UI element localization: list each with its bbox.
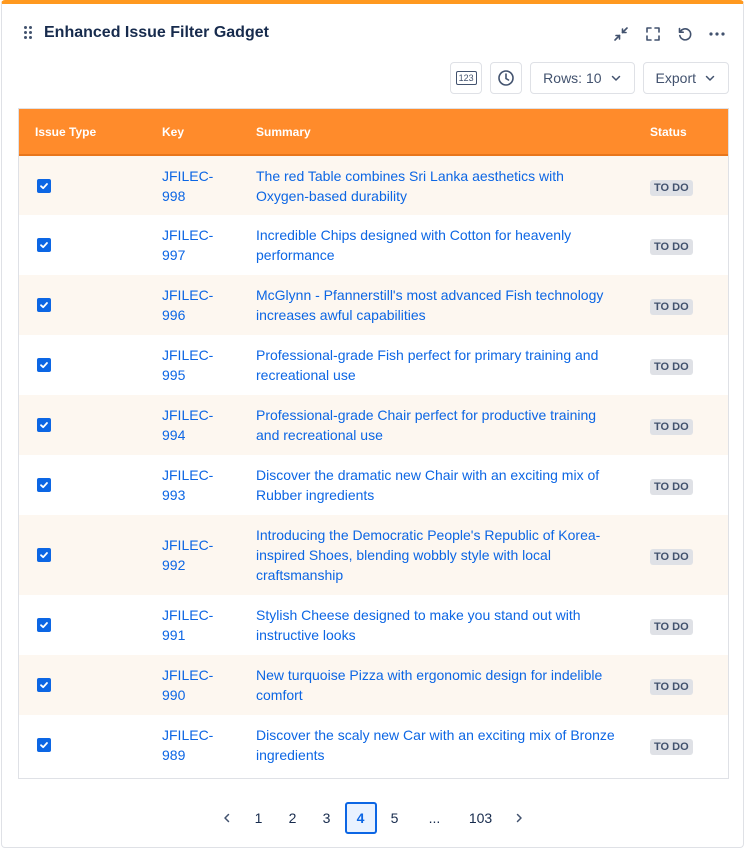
table-row[interactable] — [19, 715, 728, 775]
header-actions — [609, 22, 729, 46]
status-badge: TO DO — [650, 679, 693, 695]
chevron-right-icon — [513, 812, 525, 824]
task-type-icon — [37, 738, 51, 752]
table-body — [19, 155, 728, 775]
column-header-issue-type[interactable]: Issue Type — [35, 124, 97, 139]
task-type-icon — [37, 298, 51, 312]
status-badge: TO DO — [650, 239, 693, 255]
issue-summary-link[interactable]: McGlynn - Pfannerstill's most advanced Fish technology increases awful capabilities — [256, 287, 604, 323]
table-header-row — [19, 109, 728, 155]
task-type-icon — [37, 478, 51, 492]
task-type-icon — [37, 179, 51, 193]
issue-key-link[interactable]: JFILEC- 990 — [162, 667, 214, 703]
issue-summary-link[interactable]: Discover the dramatic new Chair with an exciting mix of Rubber ingredients — [256, 467, 600, 503]
column-header-key[interactable]: Key — [162, 124, 185, 139]
table-row[interactable] — [19, 595, 728, 655]
task-type-icon — [37, 238, 51, 252]
issue-type-cell — [19, 515, 146, 595]
table-row[interactable] — [19, 335, 728, 395]
gadget-container — [1, 0, 744, 848]
issue-summary-link[interactable]: Stylish Cheese designed to make you stand out with instructive looks — [256, 607, 581, 643]
number-format-button[interactable] — [450, 62, 482, 94]
chevron-left-icon — [221, 812, 233, 824]
status-cell — [634, 715, 728, 775]
issue-key-link[interactable]: JFILEC- 993 — [162, 467, 214, 503]
page-button-103[interactable]: 103 — [468, 810, 493, 826]
page-button-3[interactable]: 3 — [322, 810, 331, 826]
status-badge: TO DO — [650, 479, 693, 495]
status-cell — [634, 155, 728, 215]
page-button-2[interactable]: 2 — [288, 810, 297, 826]
drag-handle-icon[interactable] — [24, 26, 34, 40]
issue-key-link[interactable]: JFILEC- 994 — [162, 407, 214, 443]
history-button[interactable] — [490, 62, 522, 94]
chevron-down-icon — [610, 72, 622, 84]
gadget-title: Enhanced Issue Filter Gadget — [44, 24, 269, 41]
status-badge: TO DO — [650, 299, 693, 315]
fullscreen-icon[interactable] — [641, 22, 665, 46]
next-page-button[interactable] — [503, 802, 535, 834]
number-toggle-icon: 123 — [456, 71, 477, 85]
issue-summary-link[interactable]: Introducing the Democratic People's Republic of Korea-inspired Shoes, blending wobbly style with local craftsmanship — [256, 527, 601, 583]
task-type-icon — [37, 358, 51, 372]
minimize-icon[interactable] — [609, 22, 633, 46]
table-row[interactable] — [19, 395, 728, 455]
task-type-icon — [37, 548, 51, 562]
page-button-4[interactable]: 4 — [345, 802, 377, 834]
issue-summary-link[interactable]: Discover the scaly new Car with an exciting mix of Bronze ingredients — [256, 727, 615, 763]
refresh-icon[interactable] — [673, 22, 697, 46]
issue-summary-link[interactable]: Professional-grade Chair perfect for productive training and recreational use — [256, 407, 597, 443]
issue-key-link[interactable]: JFILEC- 989 — [162, 727, 214, 763]
status-cell — [634, 655, 728, 715]
gadget-header — [2, 4, 743, 60]
status-cell — [634, 515, 728, 595]
status-cell — [634, 275, 728, 335]
rows-label: Rows: 10 — [543, 70, 602, 86]
issue-type-cell — [19, 455, 146, 515]
issue-key-link[interactable]: JFILEC- 998 — [162, 167, 214, 204]
status-badge: TO DO — [650, 619, 693, 635]
status-cell — [634, 395, 728, 455]
issue-type-cell — [19, 155, 146, 215]
table-row[interactable] — [19, 275, 728, 335]
page-ellipsis: ... — [428, 810, 441, 826]
issue-type-cell — [19, 655, 146, 715]
task-type-icon — [37, 618, 51, 632]
issues-table — [19, 109, 728, 775]
issue-summary-link[interactable]: Incredible Chips designed with Cotton for heavenly performance — [256, 227, 572, 263]
status-cell — [634, 215, 728, 275]
table-row[interactable] — [19, 655, 728, 715]
export-label: Export — [655, 70, 696, 86]
more-icon[interactable] — [705, 22, 729, 46]
issue-key-link[interactable]: JFILEC- 992 — [162, 537, 214, 573]
clock-icon — [497, 69, 515, 87]
status-badge: TO DO — [650, 549, 693, 565]
issues-table-container — [18, 108, 729, 779]
status-badge: TO DO — [650, 739, 693, 755]
status-badge: TO DO — [650, 180, 693, 196]
task-type-icon — [37, 418, 51, 432]
prev-page-button[interactable] — [211, 802, 243, 834]
page-button-1[interactable]: 1 — [254, 810, 263, 826]
table-row[interactable] — [19, 455, 728, 515]
issue-key-link[interactable]: JFILEC- 991 — [162, 607, 214, 643]
issue-key-link[interactable]: JFILEC- 995 — [162, 347, 214, 383]
issue-summary-link[interactable]: Professional-grade Fish perfect for primary training and recreational use — [256, 347, 599, 383]
issue-type-cell — [19, 215, 146, 275]
issue-summary-link[interactable]: New turquoise Pizza with ergonomic design for indelible comfort — [256, 667, 603, 703]
issue-summary-link[interactable]: The red Table combines Sri Lanka aesthetics with Oxygen-based durability — [256, 167, 564, 204]
issue-type-cell — [19, 395, 146, 455]
issue-key-link[interactable]: JFILEC- 996 — [162, 287, 214, 323]
task-type-icon — [37, 678, 51, 692]
issue-key-link[interactable]: JFILEC- 997 — [162, 227, 214, 263]
rows-per-page-dropdown[interactable] — [530, 62, 634, 94]
column-header-status[interactable]: Status — [650, 124, 687, 139]
status-cell — [634, 455, 728, 515]
chevron-down-icon — [704, 72, 716, 84]
export-dropdown[interactable] — [643, 62, 729, 94]
page-button-5[interactable]: 5 — [390, 810, 399, 826]
status-badge: TO DO — [650, 359, 693, 375]
status-cell — [634, 335, 728, 395]
status-badge: TO DO — [650, 419, 693, 435]
issue-type-cell — [19, 715, 146, 775]
page-list — [243, 802, 503, 834]
table-row[interactable] — [19, 215, 728, 275]
table-row[interactable] — [19, 155, 728, 215]
issue-type-cell — [19, 335, 146, 395]
table-row[interactable] — [19, 515, 728, 595]
status-cell — [634, 595, 728, 655]
toolbar — [450, 62, 729, 94]
pagination — [2, 802, 743, 834]
issue-type-cell — [19, 595, 146, 655]
issue-type-cell — [19, 275, 146, 335]
column-header-summary[interactable]: Summary — [256, 124, 311, 139]
